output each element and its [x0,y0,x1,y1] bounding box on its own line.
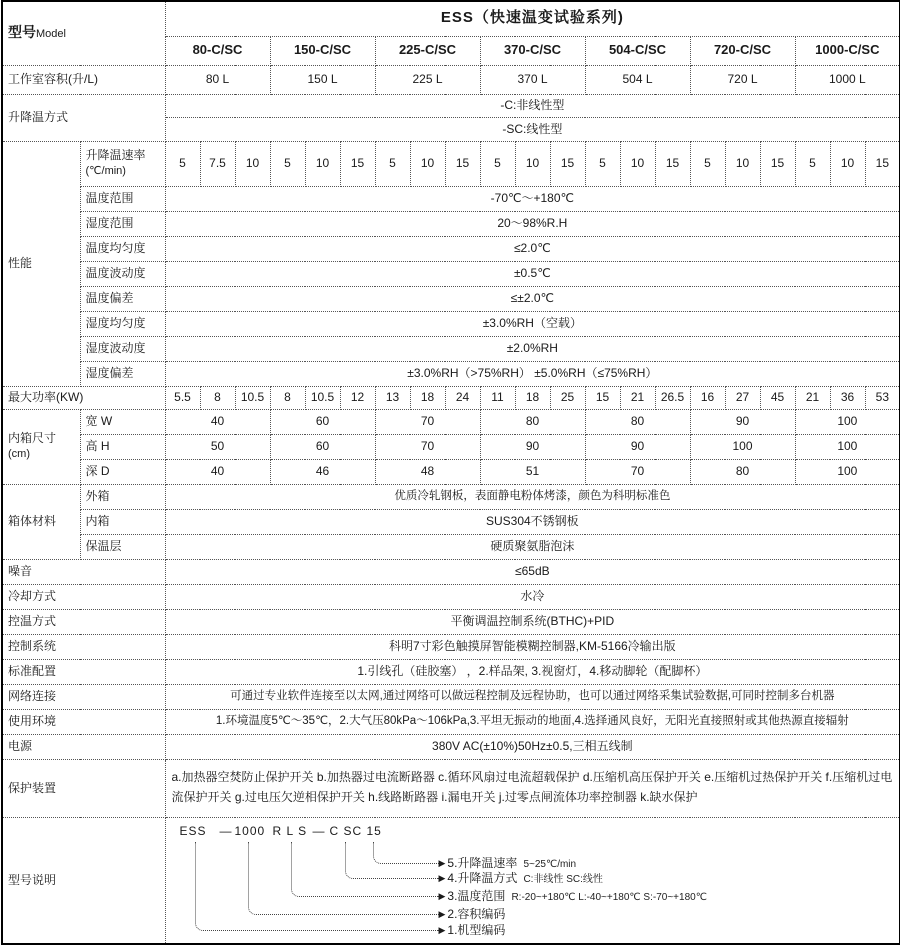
power-value: 21 [795,386,830,409]
power-value: 11 [480,386,515,409]
model-code-diagram [166,818,900,943]
row-label-protection: 保护装置 [2,759,165,817]
legend-item [439,907,512,923]
connector-line [195,842,439,931]
volume-value: 225 L [375,65,480,94]
code-part-series: ESS [179,823,207,838]
size-value: 90 [690,409,795,434]
rate-value: 5 [585,141,620,186]
power-value: 16 [690,386,725,409]
power-value: 53 [865,386,900,409]
volume-value: 720 L [690,65,795,94]
row-value: 科明7寸彩色触摸屏智能模糊控制器,KM-5166冷输出版 [165,634,900,659]
protection-value: a.加热器空焚防止保护开关 b.加热器过电流断路器 c.循环风扇过电流超载保护 d.压缩机高压保护开关 e.压缩机过热保护开关 f.压缩机过电流保护开关 g.过电压欠逆相保护开关 h.线路断路器 i.漏电开关 j.过零点闸流体功率控制器 k.缺水保护 [165,759,900,817]
sub-label: 温度均匀度 [80,236,165,261]
legend-item [439,856,577,872]
size-value: 100 [690,434,795,459]
row-value: 可通过专业软件连接至以太网,通过网络可以做远程控制及远程协助，也可以通过网络采集试验数据,可同时控制多台机器 [165,684,900,709]
legend-item [439,889,707,905]
power-value: 36 [830,386,865,409]
row-label: 控温方式 [2,609,165,634]
size-value: 40 [165,409,270,434]
model-legend-cell [165,817,900,944]
legend-item [439,871,603,887]
rate-value: 5 [165,141,200,186]
row-label: 冷却方式 [2,584,165,609]
size-value: 60 [270,409,375,434]
inner-size-unit: (cm) [8,448,30,461]
rate-value: 15 [340,141,375,186]
power-value: 24 [445,386,480,409]
series-title: ESS（快速温变试验系列) [165,1,900,36]
rate-value: 10 [830,141,865,186]
rate-value: 10 [410,141,445,186]
size-value: 100 [795,459,900,484]
perf-value: -70℃～+180℃ [165,186,900,211]
size-value: 80 [690,459,795,484]
sub-label: 保温层 [80,534,165,559]
size-value: 40 [165,459,270,484]
code-part-rate: 15 [366,823,382,838]
model-label-en: Model [36,28,66,41]
perf-value: ±3.0%RH（空载） [165,311,900,336]
legend-label: 2.容积编码 [447,906,506,921]
code-part-dash: — [219,823,233,838]
sub-label: 内箱 [80,509,165,534]
volume-value: 150 L [270,65,375,94]
model-name: 504-C/SC [585,36,690,65]
row-value: 380V AC(±10%)50Hz±0.5,三相五线制 [165,734,900,759]
power-value: 13 [375,386,410,409]
rate-value: 10 [305,141,340,186]
legend-note: R:-20~+180℃ L:-40~+180℃ S:-70~+180℃ [511,891,707,903]
code-part-volume: 1000 [234,823,266,838]
size-value: 70 [585,459,690,484]
rate-value: 5 [375,141,410,186]
rate-value: 15 [865,141,900,186]
row-label-volume: 工作室容积(升/L) [2,65,165,94]
size-value: 70 [375,409,480,434]
size-value: 80 [480,409,585,434]
size-value: 70 [375,434,480,459]
power-value: 10.5 [305,386,340,409]
rate-value: 10 [235,141,270,186]
model-name: 80-C/SC [165,36,270,65]
row-label: 电源 [2,734,165,759]
power-value: 18 [515,386,550,409]
row-value: 1.引线孔（硅胶塞） ，2.样品架, 3.视窗灯，4.移动脚轮（配脚杯） [165,659,900,684]
power-value: 8 [200,386,235,409]
arrow-right-icon: ▶ [438,890,446,901]
row-value: ≤65dB [165,559,900,584]
sub-label: 高 H [80,434,165,459]
rate-value: 15 [445,141,480,186]
perf-value: ±2.0%RH [165,336,900,361]
power-value: 18 [410,386,445,409]
rate-value: 5 [270,141,305,186]
size-value: 50 [165,434,270,459]
row-label-inner-size [2,409,80,484]
row-label: 标准配置 [2,659,165,684]
row-label-max-power: 最大功率(KW) [2,386,165,409]
material-value: SUS304不锈钢板 [165,509,900,534]
legend-item [439,923,512,939]
row-value: 平衡调温控制系统(BTHC)+PID [165,609,900,634]
rate-value: 10 [515,141,550,186]
model-name: 150-C/SC [270,36,375,65]
row-value: 1.环境温度5℃～35℃，2.大气压80kPa～106kPa,3.平坦无振动的地面,4.选择通风良好，无阳光直接照射或其他热源直接辐射 [165,709,900,734]
power-value: 26.5 [655,386,690,409]
rate-unit: (℃/min) [85,165,126,178]
size-value: 80 [585,409,690,434]
size-value: 90 [480,434,585,459]
volume-value: 80 L [165,65,270,94]
power-value: 27 [725,386,760,409]
perf-value: ±3.0%RH（>75%RH） ±5.0%RH（≤75%RH） [165,361,900,386]
power-value: 12 [340,386,375,409]
material-value: 优质冷轧钢板，表面静电粉体烤漆，颜色为科明标准色 [165,484,900,509]
power-value: 10.5 [235,386,270,409]
size-value: 100 [795,409,900,434]
arrow-right-icon: ▶ [438,872,446,883]
rate-value: 10 [620,141,655,186]
spec-table [1,0,900,945]
power-value: 25 [550,386,585,409]
size-value: 90 [585,434,690,459]
row-label: 噪音 [2,559,165,584]
legend-label: 1.机型编码 [447,922,506,937]
sub-label: 温度偏差 [80,286,165,311]
power-value: 21 [620,386,655,409]
legend-label: 4.升降温方式 [447,870,518,885]
size-value: 46 [270,459,375,484]
sub-label: 湿度范围 [80,211,165,236]
row-label-model-legend: 型号说明 [2,817,165,944]
rate-value: 5 [480,141,515,186]
rate-value: 5 [690,141,725,186]
row-label: 使用环境 [2,709,165,734]
ramp-mode-nonlinear: -C:非线性型 [165,94,900,117]
model-name: 225-C/SC [375,36,480,65]
perf-value: ≤±2.0℃ [165,286,900,311]
sub-label: 宽 W [80,409,165,434]
model-name: 1000-C/SC [795,36,900,65]
sub-label: 湿度波动度 [80,336,165,361]
arrow-right-icon: ▶ [438,924,446,935]
row-label-performance: 性能 [2,141,80,386]
sub-label: 湿度均匀度 [80,311,165,336]
legend-label: 3.温度范围 [447,888,506,903]
power-value: 8 [270,386,305,409]
perf-value: ≤2.0℃ [165,236,900,261]
arrow-right-icon: ▶ [438,908,446,919]
sub-label-rate [80,141,165,186]
perf-value: ±0.5℃ [165,261,900,286]
sub-label: 湿度偏差 [80,361,165,386]
sub-label: 温度波动度 [80,261,165,286]
material-value: 硬质聚氨脂泡沫 [165,534,900,559]
row-label-material: 箱体材料 [2,484,80,559]
code-part-dash2: — [312,823,326,838]
size-value: 60 [270,434,375,459]
row-value: 水冷 [165,584,900,609]
rate-value: 7.5 [200,141,235,186]
volume-value: 1000 L [795,65,900,94]
legend-note: 5~25℃/min [523,858,577,870]
model-header-cell [2,1,165,65]
volume-value: 370 L [480,65,585,94]
model-name: 370-C/SC [480,36,585,65]
perf-value: 20～98%R.H [165,211,900,236]
rate-label: 升降温速率 [85,148,146,163]
sub-label: 深 D [80,459,165,484]
row-label-ramp-mode: 升降温方式 [2,94,165,141]
row-label: 网络连接 [2,684,165,709]
sub-label: 外箱 [80,484,165,509]
power-value: 15 [585,386,620,409]
legend-note: C:非线性 SC:线性 [523,873,603,885]
rate-value: 15 [655,141,690,186]
code-part-mode: C SC [329,823,363,838]
rate-value: 15 [760,141,795,186]
power-value: 5.5 [165,386,200,409]
inner-size-label: 内箱尺寸 [8,431,57,446]
arrow-right-icon: ▶ [438,857,446,868]
size-value: 51 [480,459,585,484]
power-value: 45 [760,386,795,409]
model-name: 720-C/SC [690,36,795,65]
size-value: 100 [795,434,900,459]
model-label-cn: 型号 [8,24,36,41]
rate-value: 10 [725,141,760,186]
volume-value: 504 L [585,65,690,94]
sub-label: 温度范围 [80,186,165,211]
legend-label: 5.升降温速率 [447,855,518,870]
row-label: 控制系统 [2,634,165,659]
size-value: 48 [375,459,480,484]
rate-value: 5 [795,141,830,186]
ramp-mode-linear: -SC:线性型 [165,117,900,141]
code-part-range: R L S [272,823,308,838]
rate-value: 15 [550,141,585,186]
